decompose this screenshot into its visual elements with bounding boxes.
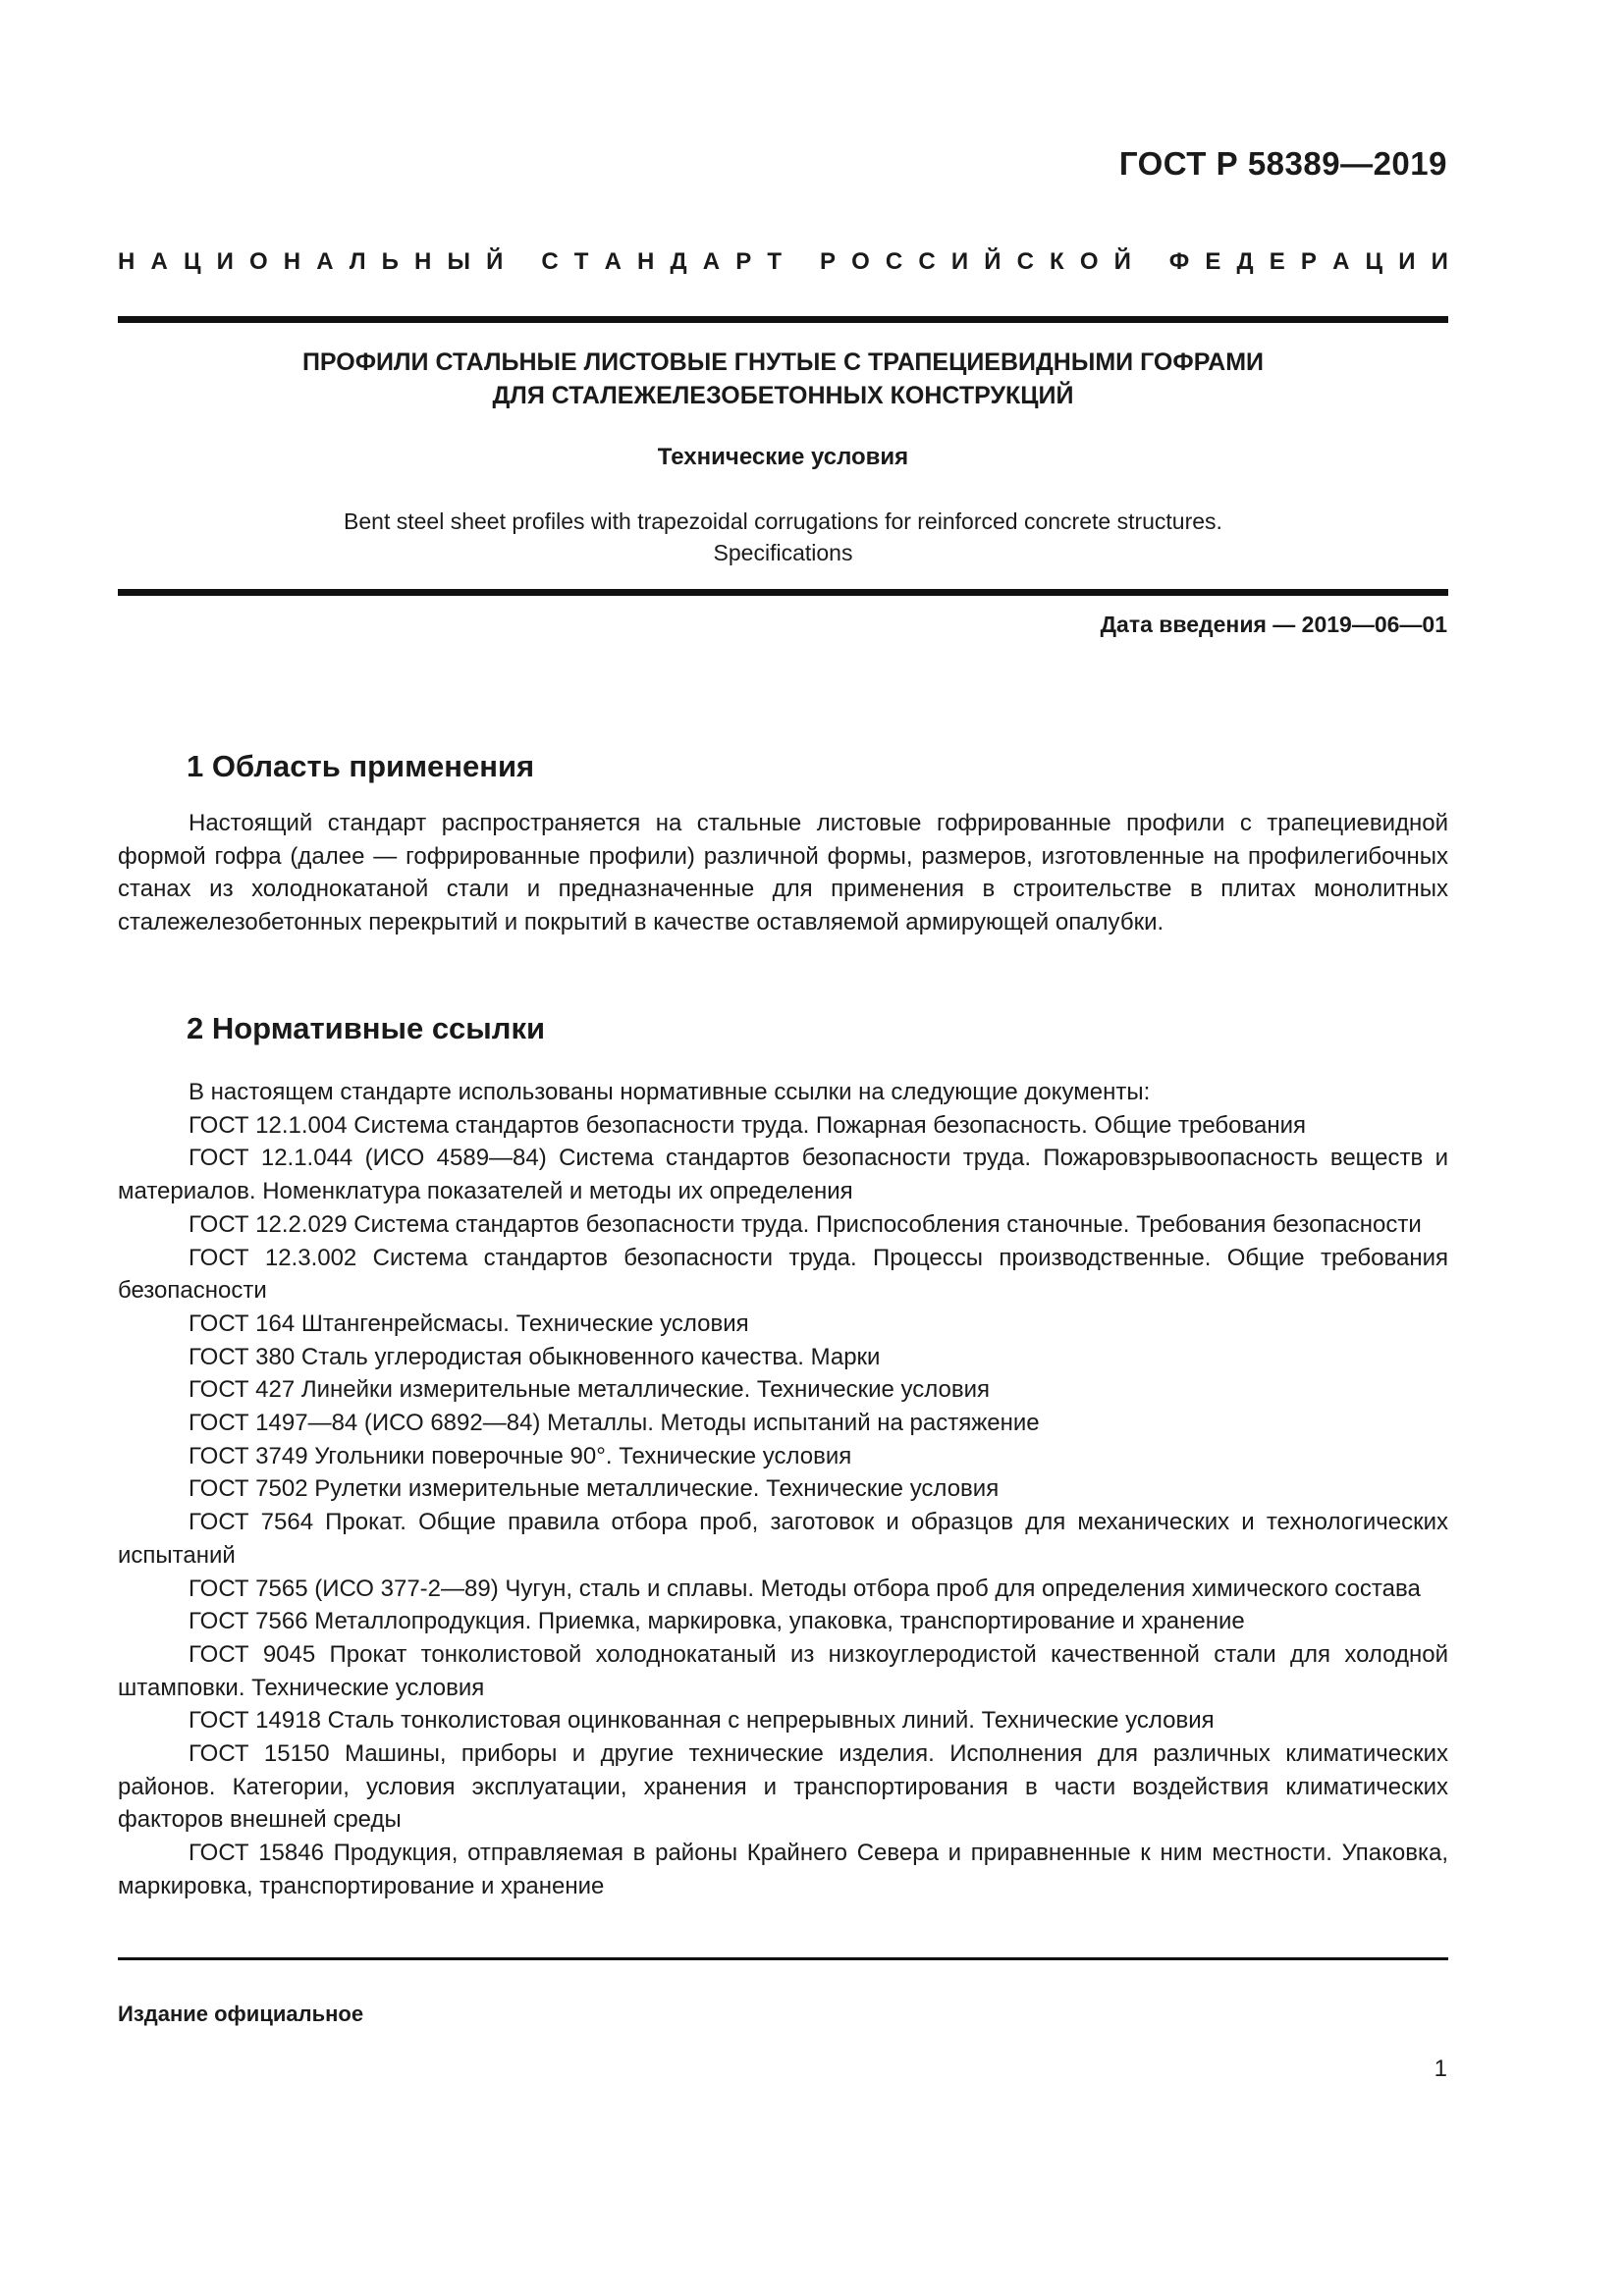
section-1-heading: 1 Область применения — [187, 749, 535, 783]
banner-letter: А — [316, 248, 334, 275]
reference-item: ГОСТ 9045 Прокат тонколистовой холоднокатаный из низкоуглеродистой качественной стали для холодной штамповки. Технические условия — [118, 1640, 1448, 1701]
banner-letter: Й — [1113, 248, 1131, 275]
banner-letter: И — [1398, 248, 1416, 275]
reference-item: ГОСТ 15846 Продукция, отправляемая в районы Крайнего Севера и приравненные к ним местности. Упаковка, маркировка, транспортирование и хранение — [118, 1840, 1448, 1899]
banner-letter: Д — [1236, 248, 1254, 275]
banner-letter: Н — [414, 248, 432, 275]
english-title — [118, 506, 1448, 568]
english-title-line-1: Bent steel sheet profiles with trapezoidal corrugations for reinforced concrete structures. — [344, 508, 1222, 534]
banner-letter: Р — [1300, 248, 1317, 275]
banner-letter: Е — [1205, 248, 1221, 275]
page-number: 1 — [1434, 2056, 1447, 2082]
reference-item: ГОСТ 1497—84 (ИСО 6892—84) Металлы. Методы испытаний на растяжение — [189, 1410, 1040, 1437]
banner-letter — [519, 248, 526, 276]
title-divider — [118, 589, 1448, 596]
banner-letter: А — [150, 248, 168, 275]
banner-letter: И — [216, 248, 234, 275]
banner-letter: Л — [349, 248, 366, 275]
official-edition-label: Издание официальное — [118, 2002, 364, 2026]
banner-letter: О — [248, 248, 268, 275]
reference-item: ГОСТ 7565 (ИСО 377-2—89) Чугун, сталь и сплавы. Методы отбора проб для определения химического состава — [189, 1575, 1421, 1602]
banner-letter: С — [541, 248, 559, 275]
banner-letter: Ц — [183, 248, 201, 275]
banner-letter: А — [1332, 248, 1350, 275]
banner-letter: С — [1016, 248, 1034, 275]
reference-item: ГОСТ 12.2.029 Система стандартов безопасности труда. Приспособления станочные. Требования безопасности — [189, 1210, 1422, 1238]
banner-letter: А — [604, 248, 622, 275]
banner-letter: Д — [670, 248, 687, 275]
banner-letter: Т — [573, 248, 589, 275]
banner-letter: Й — [984, 248, 1001, 275]
banner-letter: Т — [767, 248, 783, 275]
reference-item: ГОСТ 427 Линейки измерительные металлические. Технические условия — [189, 1376, 990, 1404]
normative-references — [118, 1076, 1448, 1903]
reference-item: ГОСТ 12.1.004 Система стандартов безопасности труда. Пожарная безопасность. Общие требования — [189, 1111, 1307, 1139]
banner-letter — [797, 248, 804, 276]
top-divider — [118, 316, 1448, 323]
title-line-2: ДЛЯ СТАЛЕЖЕЛЕЗОБЕТОННЫХ КОНСТРУКЦИЙ — [492, 382, 1074, 409]
reference-item: ГОСТ 7566 Металлопродукция. Приемка, маркировка, упаковка, транспортирование и хранение — [189, 1608, 1245, 1635]
reference-item: ГОСТ 3749 Угольники поверочные 90°. Технические условия — [189, 1442, 852, 1469]
banner-letter: Р — [735, 248, 752, 275]
banner-letter: Н — [637, 248, 655, 275]
standard-id: ГОСТ Р 58389—2019 — [1118, 145, 1447, 182]
footer-divider — [118, 1957, 1448, 1960]
banner-letter: К — [1050, 248, 1064, 275]
banner-letter: С — [918, 248, 936, 275]
reference-item: ГОСТ 380 Сталь углеродистая обыкновенного качества. Марки — [189, 1343, 881, 1370]
introduction-date: Дата введения — 2019—06—01 — [1100, 612, 1447, 637]
banner-letter: И — [950, 248, 969, 275]
banner-letter: Й — [486, 248, 504, 275]
section-2-heading: 2 Нормативные ссылки — [187, 1011, 546, 1045]
reference-item: ГОСТ 14918 Сталь тонколистовая оцинкованная с непрерывных линий. Технические условия — [189, 1707, 1215, 1735]
banner-letter: Ц — [1365, 248, 1383, 275]
english-title-line-2: Specifications — [713, 540, 853, 565]
document-subtitle: Технические условия — [657, 444, 909, 470]
banner-letter: О — [1079, 248, 1099, 275]
reference-item: ГОСТ 15150 Машины, приборы и другие технические изделия. Исполнения для различных климатических районов. Категории, условия эксплуатации, хранения и транспортирования в части воздействия климатических факторов внешней среды — [118, 1740, 1448, 1834]
national-standard-banner — [118, 248, 1448, 276]
title-line-1: ПРОФИЛИ СТАЛЬНЫЕ ЛИСТОВЫЕ ГНУТЫЕ С ТРАПЕЦИЕВИДНЫМИ ГОФРАМИ — [301, 348, 1265, 376]
banner-letter: Р — [819, 248, 836, 275]
banner-letter: Е — [1269, 248, 1285, 275]
reference-item: ГОСТ 12.3.002 Система стандартов безопасности труда. Процессы производственные. Общие требования безопасности — [118, 1244, 1448, 1305]
reference-item: ГОСТ 7564 Прокат. Общие правила отбора проб, заготовок и образцов для механических и технологических испытаний — [118, 1509, 1448, 1569]
banner-letter: Н — [283, 248, 301, 275]
references-intro: В настоящем стандарте использованы нормативные ссылки на следующие документы: — [189, 1079, 1151, 1105]
banner-letter: О — [851, 248, 870, 275]
document-title — [118, 346, 1448, 412]
banner-letter: Ы — [447, 248, 471, 275]
banner-letter: А — [702, 248, 721, 275]
banner-letter: Ь — [381, 248, 399, 275]
reference-item: ГОСТ 7502 Рулетки измерительные металлические. Технические условия — [189, 1475, 1000, 1503]
banner-letter: С — [885, 248, 903, 275]
banner-letter: Н — [118, 248, 135, 275]
reference-item: ГОСТ 164 Штангенрейсмасы. Технические условия — [189, 1309, 749, 1337]
banner-letter: И — [1431, 248, 1448, 275]
section-1-text: Настоящий стандарт распространяется на стальные листовые гофрированные профили с трапециевидной формой гофра (далее — гофрированные профили) различной формы, размеров, изготовленные на профилегибочных станах из холоднокатаной стали и предназначенные для применения в строительстве в плитах монолитных сталежелезобетонных перекрытий и покрытий в качестве оставляемой армирующей опалубки. — [118, 810, 1448, 935]
banner-letter: Ф — [1168, 248, 1190, 275]
banner-letter — [1147, 248, 1154, 276]
reference-item: ГОСТ 12.1.044 (ИСО 4589—84) Система стандартов безопасности труда. Пожаровзрывоопасность веществ и материалов. Номенклатура показателей и методы их определения — [118, 1145, 1448, 1205]
